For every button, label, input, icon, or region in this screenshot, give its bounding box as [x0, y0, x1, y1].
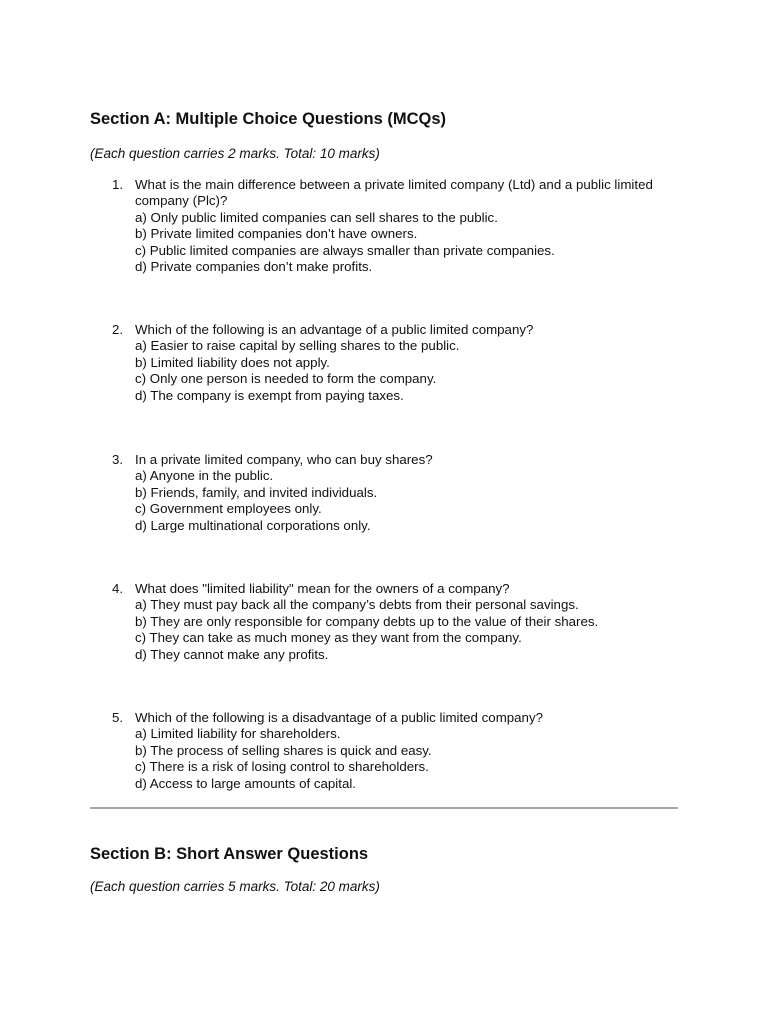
- question-4: [112, 581, 692, 663]
- question-number: 2.: [112, 322, 124, 337]
- option-a: a) Limited liability for shareholders.: [135, 726, 341, 742]
- section-divider: [90, 807, 678, 809]
- option-b: b) Friends, family, and invited individuals.: [135, 484, 378, 500]
- option-d: d) Private companies don’t make profits.: [135, 259, 373, 275]
- question-number: 1.: [112, 177, 124, 192]
- option-c: c) They can take as much money as they want from the company.: [135, 630, 522, 646]
- question-5: [112, 710, 692, 792]
- question-number: 5.: [112, 710, 124, 725]
- question-2: [112, 322, 692, 404]
- question-3: [112, 452, 692, 534]
- section-b-marks-note: (Each question carries 5 marks. Total: 20 marks): [90, 879, 380, 894]
- option-d: d) The company is exempt from paying taxes.: [135, 387, 404, 403]
- option-a: a) They must pay back all the company’s debts from their personal savings.: [135, 597, 579, 613]
- option-d: d) They cannot make any profits.: [135, 646, 329, 662]
- option-a: a) Anyone in the public.: [135, 468, 274, 484]
- question-1: [112, 177, 692, 275]
- section-b-heading: Section B: Short Answer Questions: [90, 845, 369, 863]
- option-c: c) Only one person is needed to form the company.: [135, 371, 437, 387]
- question-number: 4.: [112, 581, 124, 596]
- option-c: c) There is a risk of losing control to shareholders.: [135, 759, 429, 775]
- option-c: c) Government employees only.: [135, 501, 322, 517]
- option-b: b) Private limited companies don’t have owners.: [135, 226, 418, 242]
- question-text: In a private limited company, who can buy shares?: [135, 452, 433, 467]
- section-a-heading: Section A: Multiple Choice Questions (MCQs): [90, 110, 446, 128]
- question-text: Which of the following is a disadvantage of a public limited company?: [135, 710, 543, 725]
- question-text: What does "limited liability" mean for the owners of a company?: [135, 581, 510, 596]
- question-text: What is the main difference between a private limited company (Ltd) and a public limited company (Plc)?: [135, 177, 653, 209]
- question-number: 3.: [112, 452, 124, 467]
- option-a: a) Only public limited companies can sell shares to the public.: [135, 209, 498, 225]
- question-text: Which of the following is an advantage of a public limited company?: [135, 322, 534, 337]
- option-b: b) The process of selling shares is quick and easy.: [135, 742, 432, 758]
- option-d: d) Large multinational corporations only.: [135, 517, 371, 533]
- option-c: c) Public limited companies are always smaller than private companies.: [135, 242, 555, 258]
- option-b: b) Limited liability does not apply.: [135, 354, 330, 370]
- option-b: b) They are only responsible for company debts up to the value of their shares.: [135, 613, 599, 629]
- section-a-marks-note: (Each question carries 2 marks. Total: 10 marks): [90, 146, 380, 161]
- option-a: a) Easier to raise capital by selling shares to the public.: [135, 338, 460, 354]
- option-d: d) Access to large amounts of capital.: [135, 775, 356, 791]
